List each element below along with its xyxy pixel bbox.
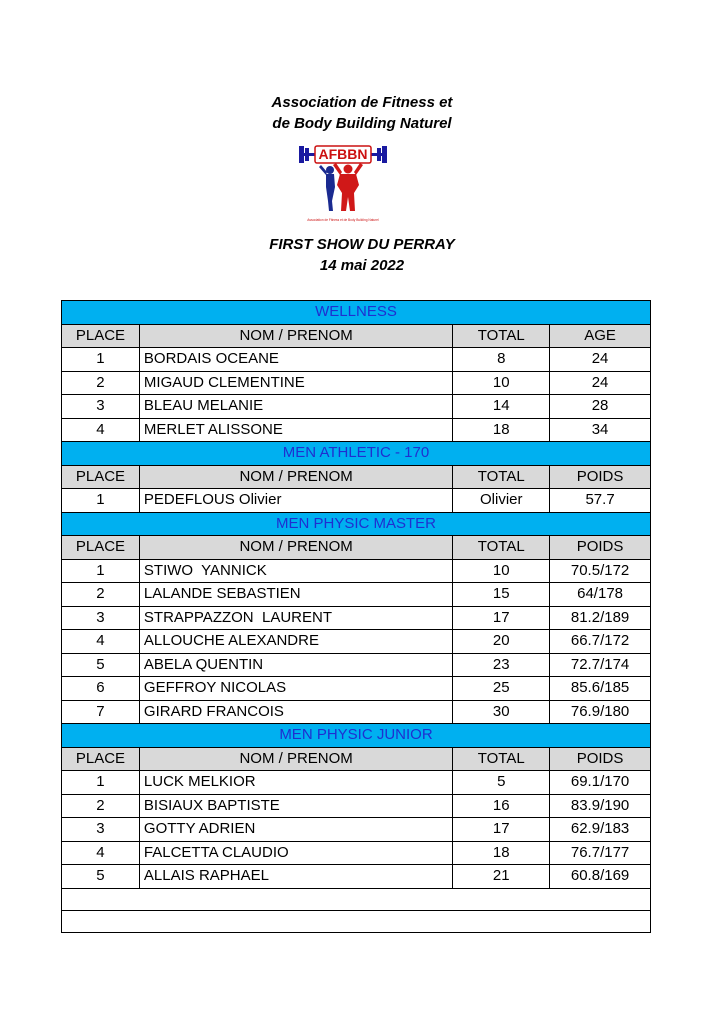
place-cell: 3 bbox=[62, 818, 140, 842]
total-cell: 20 bbox=[453, 630, 550, 654]
poids-cell: 83.9/190 bbox=[550, 794, 651, 818]
svg-text:Association de Fitness et de B: Association de Fitness et de Body Building Naturel bbox=[307, 218, 379, 222]
name-cell: GEFFROY NICOLAS bbox=[139, 677, 452, 701]
table-row bbox=[62, 794, 651, 818]
name-cell: ABELA QUENTIN bbox=[139, 653, 452, 677]
place-cell: 1 bbox=[62, 771, 140, 795]
section-title-row bbox=[62, 442, 651, 466]
name-cell: MERLET ALISSONE bbox=[139, 418, 452, 442]
poids-cell: 72.7/174 bbox=[550, 653, 651, 677]
section-title-men-athletic: MEN ATHLETIC - 170 bbox=[62, 442, 651, 466]
table-row bbox=[62, 818, 651, 842]
poids-cell: 76.9/180 bbox=[550, 700, 651, 724]
table-row bbox=[62, 489, 651, 513]
section-title-row bbox=[62, 512, 651, 536]
total-cell: 5 bbox=[453, 771, 550, 795]
section-title-wellness: WELLNESS bbox=[62, 301, 651, 325]
place-cell: 1 bbox=[62, 489, 140, 513]
name-cell: GIRARD FRANCOIS bbox=[139, 700, 452, 724]
col-header-name: NOM / PRENOM bbox=[139, 536, 452, 560]
place-cell: 2 bbox=[62, 371, 140, 395]
column-header-row bbox=[62, 465, 651, 489]
col-header-poids: POIDS bbox=[550, 465, 651, 489]
empty-cell bbox=[62, 888, 651, 910]
col-header-name: NOM / PRENOM bbox=[139, 324, 452, 348]
total-cell: 18 bbox=[453, 841, 550, 865]
table-row bbox=[62, 583, 651, 607]
poids-cell: 85.6/185 bbox=[550, 677, 651, 701]
place-cell: 2 bbox=[62, 794, 140, 818]
col-header-age: AGE bbox=[550, 324, 651, 348]
col-header-place: PLACE bbox=[62, 536, 140, 560]
section-title-men-physic-master: MEN PHYSIC MASTER bbox=[62, 512, 651, 536]
total-cell: 10 bbox=[453, 371, 550, 395]
col-header-place: PLACE bbox=[62, 324, 140, 348]
table-row bbox=[62, 606, 651, 630]
organization-header bbox=[0, 92, 724, 134]
name-cell: BORDAIS OCEANE bbox=[139, 348, 452, 372]
poids-cell: 60.8/169 bbox=[550, 865, 651, 889]
place-cell: 4 bbox=[62, 841, 140, 865]
section-title-row bbox=[62, 301, 651, 325]
place-cell: 3 bbox=[62, 395, 140, 419]
table-row bbox=[62, 559, 651, 583]
column-header-row bbox=[62, 324, 651, 348]
poids-cell: 66.7/172 bbox=[550, 630, 651, 654]
results-table bbox=[61, 300, 651, 933]
name-cell: LALANDE SEBASTIEN bbox=[139, 583, 452, 607]
total-cell: Olivier bbox=[453, 489, 550, 513]
event-heading bbox=[0, 234, 724, 276]
place-cell: 4 bbox=[62, 418, 140, 442]
name-cell: ALLOUCHE ALEXANDRE bbox=[139, 630, 452, 654]
total-cell: 16 bbox=[453, 794, 550, 818]
total-cell: 8 bbox=[453, 348, 550, 372]
org-name-line2: de Body Building Naturel bbox=[272, 115, 452, 132]
total-cell: 14 bbox=[453, 395, 550, 419]
name-cell: MIGAUD CLEMENTINE bbox=[139, 371, 452, 395]
total-cell: 18 bbox=[453, 418, 550, 442]
table-row bbox=[62, 865, 651, 889]
table-row bbox=[62, 630, 651, 654]
org-name-line1: Association de Fitness et bbox=[271, 94, 453, 111]
poids-cell: 64/178 bbox=[550, 583, 651, 607]
name-cell: GOTTY ADRIEN bbox=[139, 818, 452, 842]
section-title-men-physic-junior: MEN PHYSIC JUNIOR bbox=[62, 724, 651, 748]
age-cell: 28 bbox=[550, 395, 651, 419]
col-header-total: TOTAL bbox=[453, 536, 550, 560]
col-header-poids: POIDS bbox=[550, 747, 651, 771]
name-cell: BLEAU MELANIE bbox=[139, 395, 452, 419]
poids-cell: 57.7 bbox=[550, 489, 651, 513]
table-row bbox=[62, 371, 651, 395]
col-header-name: NOM / PRENOM bbox=[139, 465, 452, 489]
place-cell: 7 bbox=[62, 700, 140, 724]
age-cell: 24 bbox=[550, 371, 651, 395]
table-row bbox=[62, 841, 651, 865]
empty-row bbox=[62, 910, 651, 932]
total-cell: 10 bbox=[453, 559, 550, 583]
col-header-name: NOM / PRENOM bbox=[139, 747, 452, 771]
name-cell: PEDEFLOUS Olivier bbox=[139, 489, 452, 513]
event-date: 14 mai 2022 bbox=[319, 257, 405, 274]
col-header-place: PLACE bbox=[62, 465, 140, 489]
column-header-row bbox=[62, 747, 651, 771]
name-cell: ALLAIS RAPHAEL bbox=[139, 865, 452, 889]
table-row bbox=[62, 771, 651, 795]
place-cell: 4 bbox=[62, 630, 140, 654]
col-header-total: TOTAL bbox=[453, 747, 550, 771]
name-cell: STRAPPAZZON LAURENT bbox=[139, 606, 452, 630]
place-cell: 1 bbox=[62, 559, 140, 583]
name-cell: BISIAUX BAPTISTE bbox=[139, 794, 452, 818]
poids-cell: 69.1/170 bbox=[550, 771, 651, 795]
age-cell: 34 bbox=[550, 418, 651, 442]
poids-cell: 81.2/189 bbox=[550, 606, 651, 630]
empty-row bbox=[62, 888, 651, 910]
table-row bbox=[62, 395, 651, 419]
table-row bbox=[62, 418, 651, 442]
col-header-total: TOTAL bbox=[453, 465, 550, 489]
table-row bbox=[62, 677, 651, 701]
table-row bbox=[62, 348, 651, 372]
total-cell: 30 bbox=[453, 700, 550, 724]
column-header-row bbox=[62, 536, 651, 560]
svg-text:AFBBN: AFBBN bbox=[318, 146, 368, 162]
place-cell: 5 bbox=[62, 865, 140, 889]
total-cell: 23 bbox=[453, 653, 550, 677]
name-cell: FALCETTA CLAUDIO bbox=[139, 841, 452, 865]
place-cell: 2 bbox=[62, 583, 140, 607]
total-cell: 17 bbox=[453, 606, 550, 630]
poids-cell: 70.5/172 bbox=[550, 559, 651, 583]
event-title: FIRST SHOW DU PERRAY bbox=[269, 236, 455, 253]
total-cell: 17 bbox=[453, 818, 550, 842]
col-header-total: TOTAL bbox=[453, 324, 550, 348]
section-title-row bbox=[62, 724, 651, 748]
name-cell: STIWO YANNICK bbox=[139, 559, 452, 583]
total-cell: 15 bbox=[453, 583, 550, 607]
name-cell: LUCK MELKIOR bbox=[139, 771, 452, 795]
place-cell: 1 bbox=[62, 348, 140, 372]
place-cell: 3 bbox=[62, 606, 140, 630]
total-cell: 21 bbox=[453, 865, 550, 889]
table-row bbox=[62, 653, 651, 677]
afbbn-logo bbox=[297, 145, 389, 225]
total-cell: 25 bbox=[453, 677, 550, 701]
table-row bbox=[62, 700, 651, 724]
col-header-place: PLACE bbox=[62, 747, 140, 771]
place-cell: 5 bbox=[62, 653, 140, 677]
empty-cell bbox=[62, 910, 651, 932]
col-header-poids: POIDS bbox=[550, 536, 651, 560]
place-cell: 6 bbox=[62, 677, 140, 701]
poids-cell: 76.7/177 bbox=[550, 841, 651, 865]
age-cell: 24 bbox=[550, 348, 651, 372]
poids-cell: 62.9/183 bbox=[550, 818, 651, 842]
